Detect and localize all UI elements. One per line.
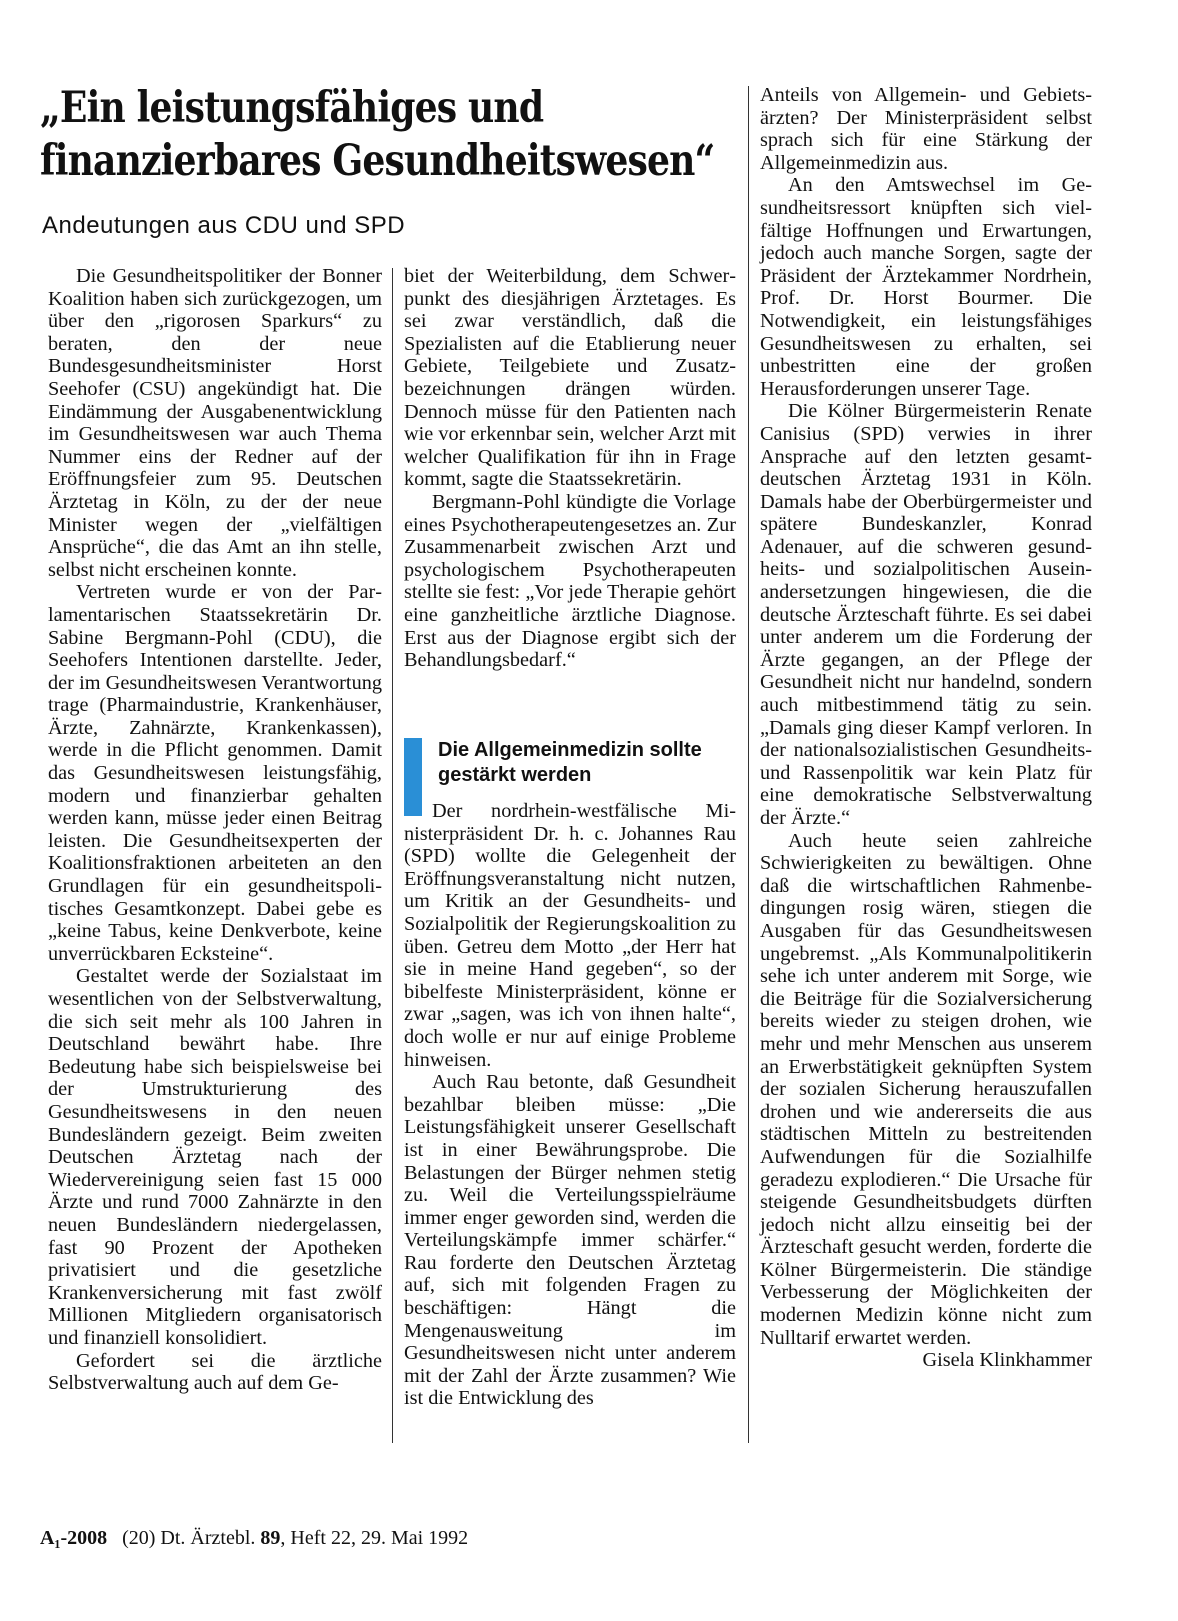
paragraph: Bergmann-Pohl kündigte die Vorlage eines Psychotherapeutengesetzes an. Zur Zusammenarbeit zwischen Arzt und psychologischem Psychotherapeuten stellte sie fest: „Vor jede Therapie gehört eine ganzheitliche ärztliche Diagnose. Erst aus der Diagnose ergibt sich der Behandlungsbedarf.“: [404, 490, 736, 672]
title-line-2: finanzierbares Gesundheitswesen“: [40, 136, 715, 186]
author-signature: Gisela Klinkhammer: [922, 1349, 1092, 1372]
column-divider: [392, 268, 393, 1443]
article-title: [40, 82, 715, 188]
column-2-top: [404, 265, 736, 672]
column-2-bottom: [404, 800, 736, 1410]
subheading-box: [404, 738, 736, 802]
column-1: [48, 265, 382, 1465]
paragraph: Der nordrhein-westfälische Ministerpräsident Dr. h. c. Johannes Rau (SPD) wollte die Gelegenheit der Eröffnungsveranstaltung nicht nutzen, um Kritik an der Gesundheits- und Sozialpolitik der Regierungskoalition zu üben. Getreu dem Motto „der Herr hat sie in meine Hand gegeben“, so der bibelfeste Ministerpräsident, könne er zwar „sagen, was ich von ihnen halte“, doch wolle er nur auf einige Probleme hinweisen.: [404, 800, 736, 1071]
paragraph: Gefordert sei die ärztliche Selbstverwaltung auch auf dem Ge-: [48, 1349, 382, 1395]
page-footer: [40, 1527, 468, 1550]
paragraph: Vertreten wurde er von der Parlamentarischen Staatssekretärin Dr. Sabine Bergmann-Pohl (CDU), die Seehofers Intentionen darstellte. Jeder, der im Gesundheitswesen Verantwortung trage (Pharmaindustrie, Krankenhäuser, Ärzte, Zahnärzte, Krankenkassen), werde in die Pflicht genommen. Damit das Gesundheitswesen leistungsfähig, modern und finanzierbar gehalten werden kann, müsse jeder einen Beitrag leisten. Die Gesundheitsexperten der Koalitionsfraktionen arbeiteten an den Grundlagen für ein gesundheitspolitisches Gesamtkonzept. Dabei gebe es „keine Tabus, keine Denkverbote, keine unverrückbaren Ecksteine“.: [48, 581, 382, 965]
volume-number: 89: [260, 1527, 281, 1549]
column-divider: [748, 86, 749, 1443]
paragraph: Die Kölner Bürgermeisterin Renate Canisius (SPD) verwies in ihrer Ansprache auf den letzten gesamtdeutschen Ärztetag 1931 in Köln. Damals habe der Oberbürgermeister und spätere Bundeskanzler, Konrad Adenauer, auf die schweren gesundheits- und sozialpolitischen Auseinandersetzungen hingewiesen, die die deutsche Ärzteschaft führte. Es sei dabei unter anderem um die Forderung der Ärzte gegangen, an der Pflege der Gesundheit nicht nur handelnd, sondern auch mitbestimmend tätig zu sein. „Damals ging dieser Kampf verloren. In der nationalsozialistischen Gesundheits- und Rassenpolitik war kein Platz für eine demokratische Selbstverwaltung der Ärzte.“: [760, 400, 1092, 829]
page-code: A₁-2008: [40, 1527, 108, 1549]
paragraph: Auch Rau betonte, daß Gesundheit bezahlbar bleiben müsse: „Die Leistungsfähigkeit unserer Gesellschaft ist in einer Bewährungsprobe. Die Belastungen der Bürger nehmen stetig zu. Weil die Verteilungsspielräume immer enger geworden sind, werden die Verteilungskämpfe immer schärfer.“ Rau forderte den Deutschen Ärztetag auf, sich mit folgenden Fragen zu beschäftigen: Hängt die Mengenausweitung im Gesundheitswesen nicht unter anderem mit der Zahl der Ärzte zusammen? Wie ist die Entwicklung des: [404, 1071, 736, 1410]
paragraph: Die Gesundheitspolitiker der Bonner Koalition haben sich zurückgezogen, um über den „rigorosen Sparkurs“ zu beraten, den der neue Bundesgesundheitsminister Horst Seehofer (CSU) angekündigt hat. Die Eindämmung der Ausgabenentwicklung im Gesundheitswesen war auch Thema Nummer eins der Redner auf der Eröffnungsfeier zum 95. Deutschen Ärztetag in Köln, zu der der neue Minister wegen der „vielfältigen Ansprüche“, die das Amt an ihn stelle, selbst nicht erscheinen konnte.: [48, 265, 382, 581]
paragraph: Gestaltet werde der Sozialstaat im wesentlichen von der Selbstverwaltung, die sich seit mehr als 100 Jahren in Deutschland bewährt habe. Ihre Bedeutung habe sich beispielsweise bei der Umstrukturierung des Gesundheitswesens in den neuen Bundesländern gezeigt. Beim zweiten Deutschen Ärztetag nach der Wiedervereinigung seien fast 15 000 Ärzte und rund 7000 Zahnärzte in den neuen Bundesländern niedergelassen, fast 90 Prozent der Apotheken privatisiert und die gesetzliche Krankenversicherung mit fast zwölf Millionen Mitgliedern organisatorisch und finanziell konsolidiert.: [48, 965, 382, 1349]
citation-suffix: , Heft 22, 29. Mai 1992: [280, 1527, 469, 1549]
paragraph-text: Auch heute seien zahlreiche Schwierigkeiten zu bewältigen. Ohne daß die wirtschaftlichen Rahmenbedingungen rosig wären, stiegen die Ausgaben für das Gesundheitswesen ungebremst. „Als Kommunalpolitikerin sehe ich unter anderem mit Sorge, wie die Beiträge für die Sozialversicherung bereits wieder zu steigen drohen, wie mehr und mehr Menschen aus unserem an Erwerbstätigkeit geknüpften System der sozialen Sicherung herauszufallen drohen und wie andererseits die aus städtischen Mitteln zu bestreitenden Aufwendungen für die Sozialhilfe geradezu explodieren.“ Die Ursache für steigende Gesundheitsbudgets dürften jedoch nicht allzu einseitig bei der Ärzteschaft gesucht werden, forderte die Kölner Bürgermeisterin. Die ständige Verbesserung der Möglichkeiten der modernen Medizin könne nicht zum Nulltarif erwartet werden.: [760, 829, 1092, 1349]
citation-prefix: (20) Dt. Ärztebl.: [122, 1527, 256, 1549]
paragraph: An den Amtswechsel im Gesundheitsressort knüpften sich vielfältige Hoffnungen und Erwartungen, jedoch auch manche Sorgen, sagte der Präsident der Ärztekammer Nordrhein, Prof. Dr. Horst Bourmer. Die Notwendigkeit, ein leistungsfähiges Gesundheitswesen zu erhalten, sei unbestritten eine der großen Herausforderungen unserer Tage.: [760, 174, 1092, 400]
article-subtitle: Andeutungen aus CDU und SPD: [42, 212, 406, 239]
paragraph: [760, 829, 1092, 1372]
paragraph: biet der Weiterbildung, dem Schwerpunkt des diesjährigen Ärztetages. Es sei zwar verständlich, daß die Spezialisten auf die Etablierung neuer Gebiete, Teilgebiete und Zusatzbezeichnungen drängen würden. Dennoch müsse für den Patienten nach wie vor erkennbar sein, welcher Arzt mit welcher Qualifikation für ihn in Frage kommt, sagte die Staatssekretärin.: [404, 265, 736, 491]
subheading: Die Allgemeinmedizin sollte gestärkt werden: [438, 739, 702, 786]
column-3: [760, 84, 1092, 1372]
paragraph: Anteils von Allgemein- und Gebietsärzten? Der Ministerpräsident selbst sprach sich für eine Stärkung der Allgemeinmedizin aus.: [760, 84, 1092, 174]
title-line-1: „Ein leistungsfähiges und: [40, 83, 544, 133]
